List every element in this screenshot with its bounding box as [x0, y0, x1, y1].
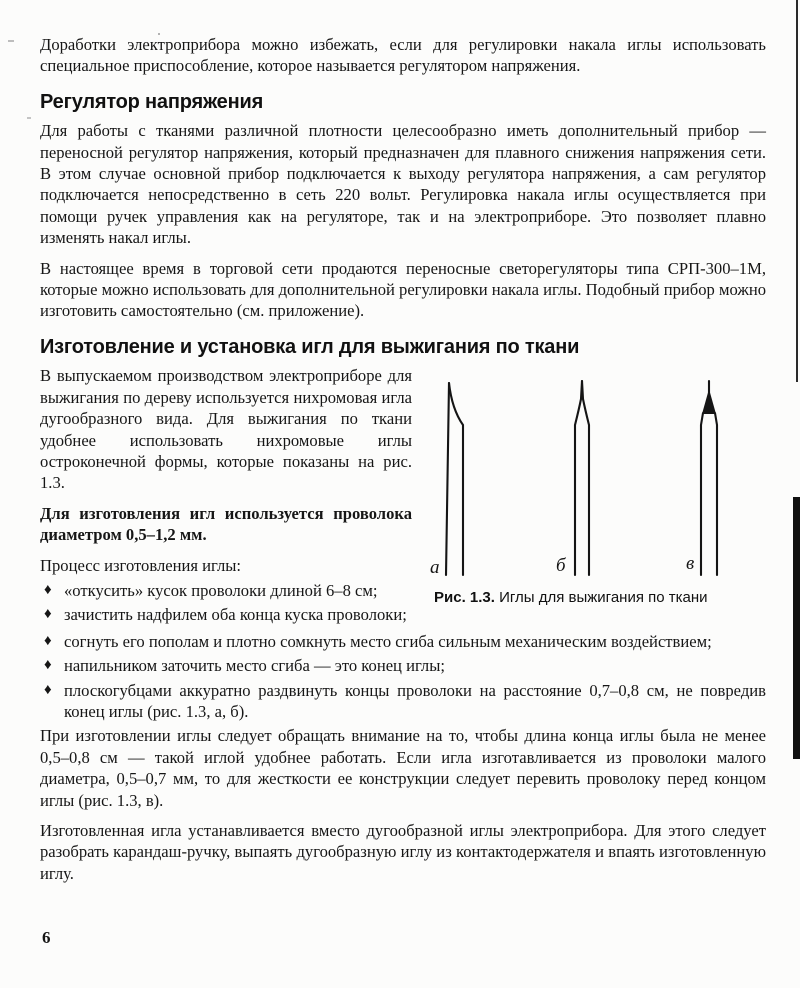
process-steps-wide [40, 631, 766, 723]
figure-caption-text: Иглы для выжигания по ткани [494, 589, 708, 607]
needle-tip-length-paragraph: При изготовлении иглы следует обращать внимание на то, чтобы длина конца иглы была не менее 0,5–0,8 см — такой иглой удобнее работать. Если игла изготавливается из проволоки малого диаметра, 0,5–0,7 мм, то для жесткости ее конструкции следует перевить проволоку перед концом иглы (рис. 1.3, в). [40, 726, 766, 810]
list-item [40, 631, 766, 652]
text-and-figure-row [40, 365, 766, 628]
step-text: «откусить» кусок проволоки длиной 6–8 см; [64, 580, 378, 600]
list-item [40, 655, 766, 676]
step-text: напильником заточить место сгиба — это конец иглы; [64, 656, 445, 676]
process-steps-narrow [40, 580, 412, 626]
scan-artifact-right-line [796, 0, 798, 382]
diamond-bullet-icon: ♦ [44, 657, 52, 674]
heading-voltage-regulator: Регулятор напряжения [40, 90, 264, 113]
wire-diameter-paragraph: Для изготовления игл используется проволока диаметром 0,5–1,2 мм. [40, 503, 412, 545]
figure-needles [418, 369, 766, 608]
needle-label-v: в [686, 553, 695, 575]
needle-label-b: б [556, 555, 566, 577]
diamond-bullet-icon: ♦ [44, 681, 52, 698]
diamond-bullet-icon: ♦ [44, 632, 52, 649]
needle-intro-paragraph: В выпускаемом производством электроприборе для выжигания по дереву используется нихромовая игла дугообразного вида. Для выжигания по ткани удобнее использовать нихромовые иглы остроконечной формы, которые показаны на рис. 1.3. [40, 366, 412, 493]
full-width-block [40, 631, 766, 884]
figure-caption [434, 587, 766, 608]
left-text-column [40, 365, 412, 628]
process-intro-line: Процесс изготовления иглы: [40, 555, 242, 575]
diamond-bullet-icon: ♦ [44, 581, 52, 598]
scan-artifact-right-bar [793, 497, 800, 759]
page-number: 6 [42, 928, 51, 947]
twisted-tip-mark [702, 389, 716, 414]
needle-install-paragraph: Изготовленная игла устанавливается вместо дугообразной иглы электроприбора. Для этого следует разобрать карандаш-ручку, выпаять дугообразную иглу из контактодержателя и впаять изготовленную иглу. [40, 821, 766, 883]
scan-artifact-speck [8, 40, 14, 42]
list-item [40, 580, 412, 601]
step-text: зачистить надфилем оба конца куска проволоки; [64, 605, 407, 625]
intro-paragraph: Доработки электроприбора можно избежать, если для регулировки накала иглы использовать специальное приспособление, которое называется регулятором напряжения. [40, 35, 766, 76]
heading-needle-making: Изготовление и установка игл для выжигания по ткани [40, 335, 580, 358]
scan-artifact-speck [158, 33, 160, 35]
page-content [40, 34, 766, 893]
needle-label-a: а [430, 557, 440, 579]
diamond-bullet-icon: ♦ [44, 606, 52, 623]
list-item [40, 680, 766, 723]
figure-caption-number: Рис. 1.3. [434, 589, 495, 607]
step-text: согнуть его пополам и плотно сомкнуть место сгиба сильным механическим воздействием; [64, 631, 712, 651]
needles-diagram [418, 369, 766, 581]
list-item [40, 604, 412, 625]
scan-artifact-speck [27, 117, 31, 119]
step-text: плоскогубцами аккуратно раздвинуть концы проволоки на расстояние 0,7–0,8 см, не повредив конец иглы (рис. 1.3, а, б). [64, 680, 766, 721]
voltage-regulator-paragraph-2: В настоящее время в торговой сети продаются переносные светорегуляторы типа СРП-300–1М, которые можно использовать для дополнительной регулировки накала иглы. Подобный прибор можно изготовить самостоятельно (см. приложение). [40, 258, 766, 321]
figure-column [412, 365, 766, 608]
voltage-regulator-paragraph-1: Для работы с тканями различной плотности целесообразно иметь дополнительный прибор — переносной регулятор напряжения, который предназначен для плавного снижения напряжения сети. В этом случае основной прибор подключается к выходу регулятора напряжения, а сам регулятор подключается непосредственно в сеть 220 вольт. Регулировка накала иглы осуществляется при помощи ручек управления как на регуляторе, так и на электроприборе. Это позволяет плавно изменять накал иглы. [40, 121, 766, 248]
